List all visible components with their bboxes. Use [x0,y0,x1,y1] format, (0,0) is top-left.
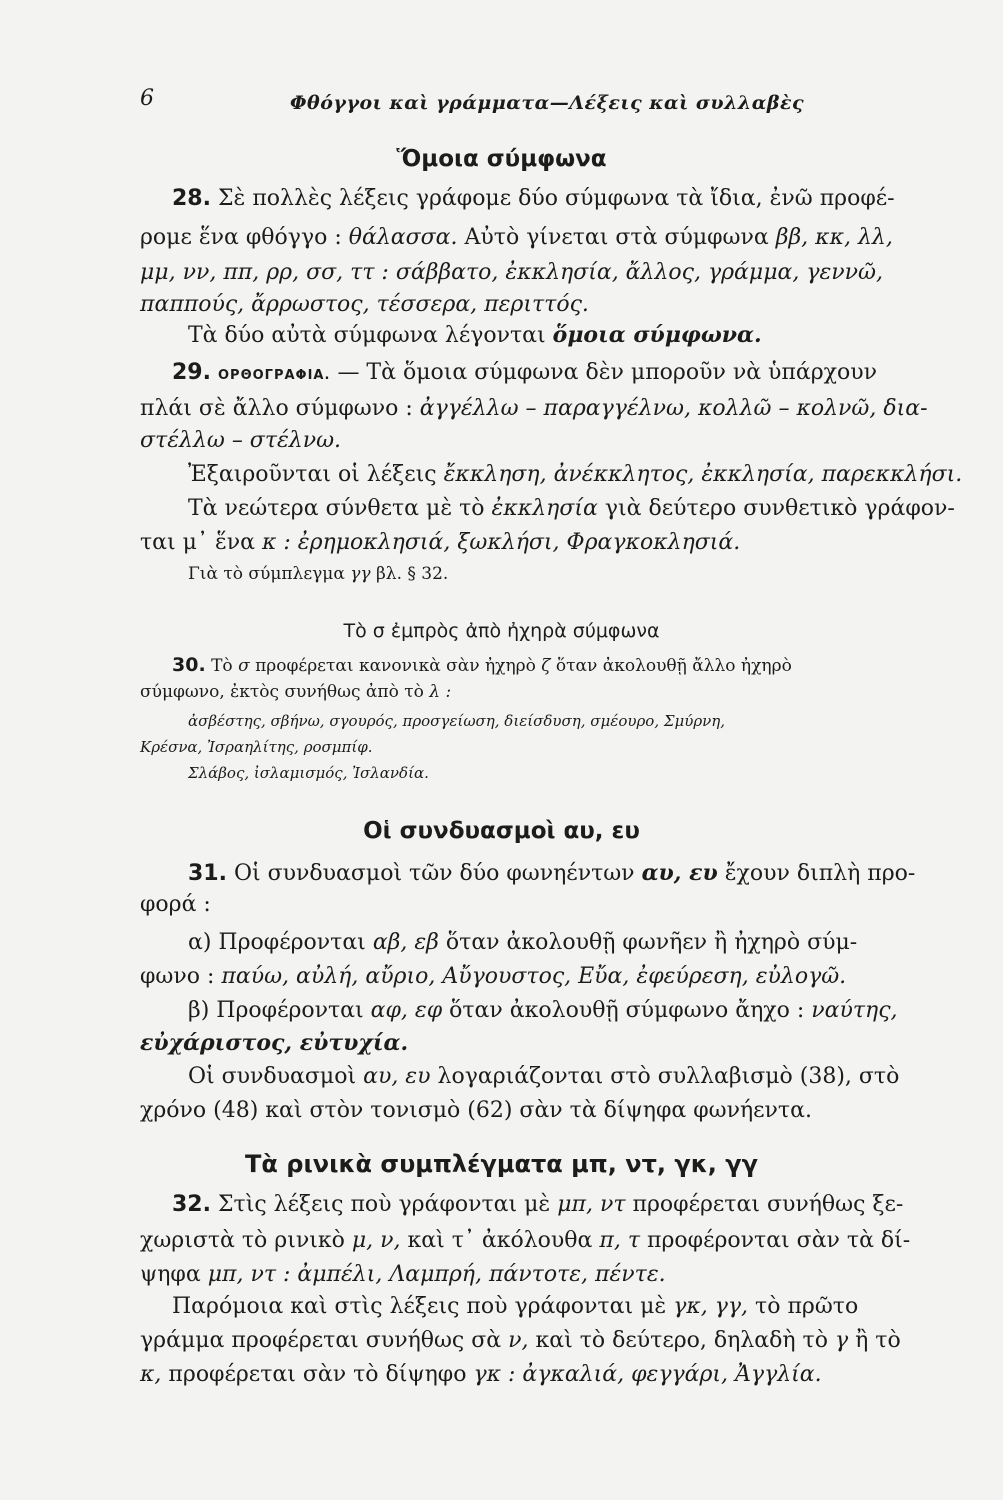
para-30-line-2 [140,682,451,702]
example-words: Κρέσνα, Ἰσραηλίτης, ροσμπίφ. [140,738,373,756]
text: Τὰ δύο αὐτὰ σύμφωνα λέγονται [188,323,546,348]
para-31-line-6 [140,1030,408,1056]
para-29-line-2 [140,396,928,421]
para-number: 32. [172,1192,211,1217]
para-30-line-4 [140,738,373,756]
example-words: ἀσβέστης, σβήνω, σγουρός, προσγείωση, διείσδυση, σμέουρο, Σμύρνη, [188,712,726,730]
text: προφέρεται σὰν τὸ δίψηφο [168,1362,467,1387]
text: καὶ τὸ δεύτερο, δηλαδὴ τὸ [535,1328,828,1353]
para-28-line-2 [140,225,893,250]
example-words: Σλάβος, ἰσλαμισμός, Ἰσλανδία. [188,764,429,782]
text: πλάι σὲ ἄλλο σύμφωνο : [140,396,413,421]
example-letter: κ, [140,1362,162,1387]
para-number: 30. [172,654,206,676]
text: Παρόμοια καὶ στὶς λέξεις ποὺ γράφονται μὲ [172,1294,667,1319]
orthography-label: ΟΡΘΟΓΡΑΦΙΑ. [217,368,331,383]
section-heading-au-eu: Οἱ συνδυασμοὶ αυ, ευ [363,818,640,844]
para-28-line-1 [172,186,895,211]
example-letters: μ, ν, [351,1228,401,1253]
para-31-line-5 [188,998,898,1023]
example-letters: αυ, ευ [363,1064,431,1089]
text: Τὰ νεώτερα σύνθετα μὲ τὸ [188,496,485,521]
example-words: κ : ἐρημοκλησιά, ξωκλήσι, Φραγκοκλησιά. [261,530,741,555]
text: λογαριάζονται στὸ συλλαβισμὸ (38), στὸ [437,1064,900,1089]
text: προφέρεται συνήθως ξε- [632,1192,904,1217]
example-letters: π, τ [599,1228,641,1253]
text: Γιὰ τὸ σύμπλεγμα [188,564,345,584]
section-heading-omoia: Ὅμοια σύμφωνα [396,146,607,172]
text: ται μ᾿ ἕνα [140,530,255,555]
text: Σὲ πολλὲς λέξεις γράφομε δύο σύμφωνα τὰ ἴδια, ἐνῶ προφέ- [217,186,895,211]
section-heading-sigma: Τὸ σ ἐμπρὸς ἀπὸ ἠχηρὰ σύμφωνα [343,620,660,642]
para-30-line-3 [188,712,725,730]
para-31-line-7 [188,1064,899,1089]
example-letters: γγ [350,564,371,584]
para-31-line-8 [140,1098,812,1123]
para-32-line-1 [172,1192,903,1217]
text: φωνο : [140,964,215,989]
para-number: 29. [172,360,211,385]
text: Αὐτὸ γίνεται στὰ σύμφωνα [464,225,769,250]
text: ἔχουν διπλὴ προ- [724,861,916,886]
para-28-line-4 [140,292,589,317]
para-32-line-5 [140,1328,901,1353]
text: Οἱ συνδυασμοὶ τῶν δύο φωνηέντων [233,861,635,886]
para-29-line-4 [188,462,962,487]
example-letters: ββ, κκ, λλ, [775,225,893,250]
para-28-line-5 [188,322,762,348]
para-30-line-5 [188,764,429,782]
text: Ἐξαιροῦνται οἱ λέξεις [188,462,437,487]
example-letters: αυ, ευ [641,860,718,886]
para-29-line-6 [140,530,740,555]
para-32-line-4 [172,1294,858,1319]
text: β) Προφέρονται [188,998,364,1023]
example-words: εὐχάριστος, εὐτυχία. [140,1030,409,1056]
example-letters: μπ, ντ [557,1192,626,1217]
text: ψηφα [140,1262,201,1287]
text: ἢ τὸ [855,1328,901,1353]
running-title: Φθόγγοι καὶ γράμματα—Λέξεις καὶ συλλαβὲς [290,92,805,114]
example-words: μπ, ντ : ἀμπέλι, Λαμπρή, πάντοτε, πέντε. [207,1262,666,1287]
term: ὅμοια σύμφωνα. [552,322,762,348]
example-words: στέλλω – στέλνω. [140,428,342,453]
text: Τὸ [211,656,233,676]
text: χρόνο (48) καὶ στὸν τονισμὸ (62) σὰν τὰ δίψηφα φωνήεντα. [140,1098,812,1123]
example-letter: γ [834,1328,849,1353]
para-31-line-3 [188,930,857,955]
text: α) Προφέρονται [188,930,366,955]
text: προφέρεται κανονικὰ σὰν ἠχηρὸ [255,656,536,676]
example-word: ἐκκλησία [491,496,598,521]
text: φορά : [140,892,211,917]
text: Οἱ συνδυασμοὶ [188,1064,357,1089]
para-29-line-5 [188,496,955,521]
para-28-line-3 [140,260,883,285]
text: προφέρονται σὰν τὰ δί- [647,1228,911,1253]
text: — Τὰ ὅμοια σύμφωνα δὲν μποροῦν νὰ ὑπάρχουν [337,360,877,385]
para-30-line-1 [172,654,792,676]
example-word: ναύτης, [811,998,898,1023]
text: σύμφωνο, ἐκτὸς συνήθως ἀπὸ τὸ [140,682,424,702]
para-32-line-6 [140,1362,822,1387]
example-word: θάλασσα. [348,225,458,250]
example-letter: ν, [508,1328,529,1353]
para-number: 31. [188,861,227,886]
para-31-line-1 [188,860,915,886]
para-32-line-2 [140,1228,910,1253]
text: τὸ πρῶτο [755,1294,859,1319]
para-31-line-4 [140,964,846,989]
para-29-line-7 [188,564,448,584]
example-letter: λ : [429,682,452,702]
example-letters: αβ, εβ [372,930,439,955]
text: ρομε ἕνα φθόγγο : [140,225,342,250]
running-head [140,86,940,126]
text: ὅταν ἀκολουθῇ ἄλλο ἠχηρὸ [555,656,792,676]
cross-reference: βλ. § 32. [375,564,449,584]
example-letter: ζ [541,656,551,676]
text: χωριστὰ τὸ ρινικὸ [140,1228,345,1253]
para-31-line-2 [140,892,211,917]
example-letters: γκ, γγ, [673,1294,749,1319]
para-32-line-3 [140,1262,666,1287]
example-words: παύω, αὐλή, αὔριο, Αὔγουστος, Εὔα, ἐφεύρεση, εὐλογῶ. [221,964,847,989]
example-words: γκ : ἀγκαλιά, φεγγάρι, Ἀγγλία. [473,1362,822,1387]
para-29-line-3 [140,428,341,453]
example-words: παππούς, ἄρρωστος, τέσσερα, περιττός. [140,292,589,317]
section-heading-nasal: Τὰ ρινικὰ συμπλέγματα μπ, ντ, γκ, γγ [245,1150,758,1178]
example-words: μμ, νν, ππ, ρρ, σσ, ττ : σάββατο, ἐκκλησία, ἄλλος, γράμμα, γεννῶ, [140,260,883,285]
page-number: 6 [140,86,154,111]
example-letter: σ [238,656,250,676]
text: γράμμα προφέρεται συνήθως σὰ [140,1328,502,1353]
example-letters: αφ, εφ [370,998,443,1023]
text: γιὰ δεύτερο συνθετικὸ γράφον- [604,496,955,521]
example-words: ἀγγέλλω – παραγγέλνω, κολλῶ – κολνῶ, δια- [419,396,928,421]
text: ὅταν ἀκολουθῇ φωνῆεν ἢ ἠχηρὸ σύμ- [445,930,858,955]
text: ὅταν ἀκολουθῇ σύμφωνο ἄηχο : [449,998,805,1023]
text: καὶ τ᾿ ἀκόλουθα [407,1228,593,1253]
para-29-line-1 [172,360,877,385]
para-number: 28. [172,186,211,211]
example-words: ἔκκληση, ἀνέκκλητος, ἐκκλησία, παρεκκλήσι. [443,462,963,487]
text: Στὶς λέξεις ποὺ γράφονται μὲ [217,1192,551,1217]
